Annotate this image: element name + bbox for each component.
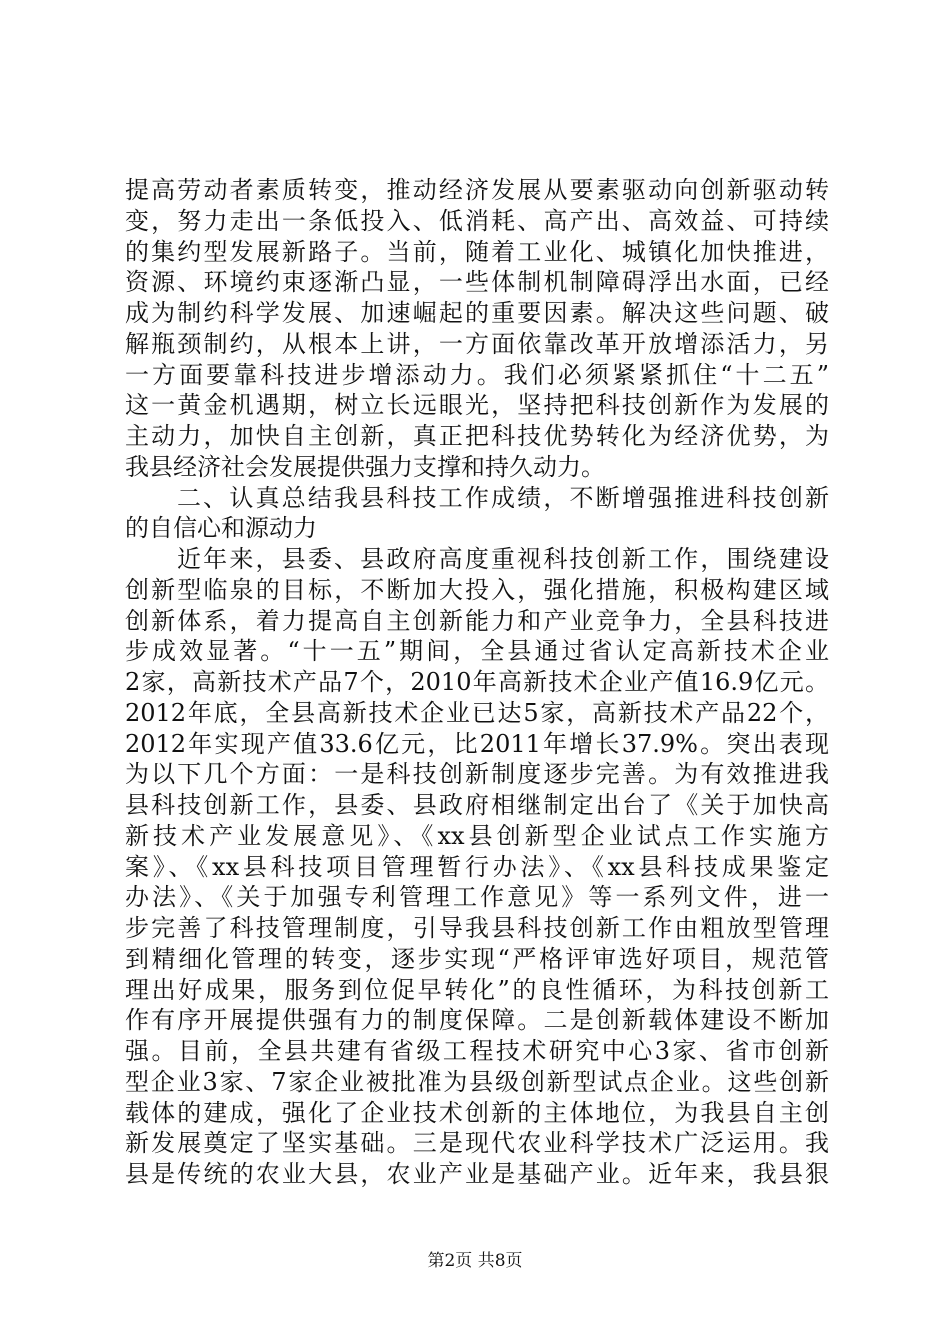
text-line: 资源、环境约束逐渐凸显，一些体制机制障碍浮出水面，已经 bbox=[125, 268, 829, 297]
text-line: 2家，高新技术产品7个，2010年高新技术企业产值16.9亿元。 bbox=[125, 668, 829, 696]
text-line: 主动力，加快自主创新，真正把科技优势转化为经济优势，为 bbox=[125, 422, 829, 450]
text-line: 解瓶颈制约，从根本上讲，一方面依靠改革开放增添活力，另 bbox=[125, 329, 829, 358]
text-line: 办法》、《关于加强专利管理工作意见》等一系列文件，进一 bbox=[125, 883, 829, 912]
text-line: 一方面要靠科技进步增添动力。我们必须紧紧抓住“十二五” bbox=[125, 360, 829, 389]
text-line: 提高劳动者素质转变，推动经济发展从要素驱动向创新驱动转 bbox=[125, 176, 829, 204]
text-line: 我县经济社会发展提供强力支撑和持久动力。 bbox=[125, 452, 605, 481]
section-heading-line: 二、认真总结我县科技工作成绩，不断增强推进科技创新 bbox=[177, 483, 829, 512]
text-line: 步成效显著。“十一五”期间，全县通过省认定高新技术企业 bbox=[125, 637, 829, 666]
document-body bbox=[125, 175, 829, 1190]
page-footer: 第2页 共8页 bbox=[427, 1251, 523, 1271]
text-line: 步完善了科技管理制度，引导我县科技创新工作由粗放型管理 bbox=[125, 914, 829, 942]
text-line: 载体的建成，强化了企业技术创新的主体地位，为我县自主创 bbox=[125, 1098, 829, 1127]
text-line: 县是传统的农业大县，农业产业是基础产业。近年来，我县狠 bbox=[125, 1160, 829, 1188]
text-line: 2012年底，全县高新技术企业已达5家，高新技术产品22个， bbox=[125, 698, 829, 727]
text-line: 理出好成果，服务到位促早转化”的良性循环，为科技创新工 bbox=[125, 975, 829, 1004]
text-line: 县科技创新工作，县委、县政府相继制定出台了《关于加快高 bbox=[125, 791, 829, 819]
text-line: 型企业3家、7家企业被批准为县级创新型试点企业。这些创新 bbox=[125, 1067, 829, 1096]
text-line: 新发展奠定了坚实基础。三是现代农业科学技术广泛运用。我 bbox=[125, 1129, 829, 1158]
text-line: 成为制约科学发展、加速崛起的重要因素。解决这些问题、破 bbox=[125, 299, 829, 327]
text-line: 创新体系，着力提高自主创新能力和产业竞争力，全县科技进 bbox=[125, 606, 829, 635]
text-line: 这一黄金机遇期，树立长远眼光，坚持把科技创新作为发展的 bbox=[125, 391, 829, 420]
text-line: 2012年实现产值33.6亿元，比2011年增长37.9%。突出表现 bbox=[125, 729, 829, 758]
text-line: 新技术产业发展意见》、《xx县创新型企业试点工作实施方 bbox=[125, 821, 829, 850]
text-line: 强。目前，全县共建有省级工程技术研究中心3家、省市创新 bbox=[125, 1037, 829, 1065]
text-line: 作有序开展提供强有力的制度保障。二是创新载体建设不断加 bbox=[125, 1006, 829, 1035]
text-line: 的集约型发展新路子。当前，随着工业化、城镇化加快推进， bbox=[125, 237, 829, 266]
text-line: 案》、《xx县科技项目管理暂行办法》、《xx县科技成果鉴定 bbox=[125, 852, 829, 881]
text-line: 变，努力走出一条低投入、低消耗、高产出、高效益、可持续 bbox=[125, 206, 829, 235]
text-line: 到精细化管理的转变，逐步实现“严格评审选好项目，规范管 bbox=[125, 944, 829, 973]
text-line: 为以下几个方面：一是科技创新制度逐步完善。为有效推进我 bbox=[125, 760, 829, 789]
text-line: 创新型临泉的目标，不断加大投入，强化措施，积极构建区域 bbox=[125, 575, 829, 604]
text-line: 近年来，县委、县政府高度重视科技创新工作，围绕建设 bbox=[177, 545, 829, 573]
text-line: 的自信心和源动力 bbox=[125, 514, 317, 543]
